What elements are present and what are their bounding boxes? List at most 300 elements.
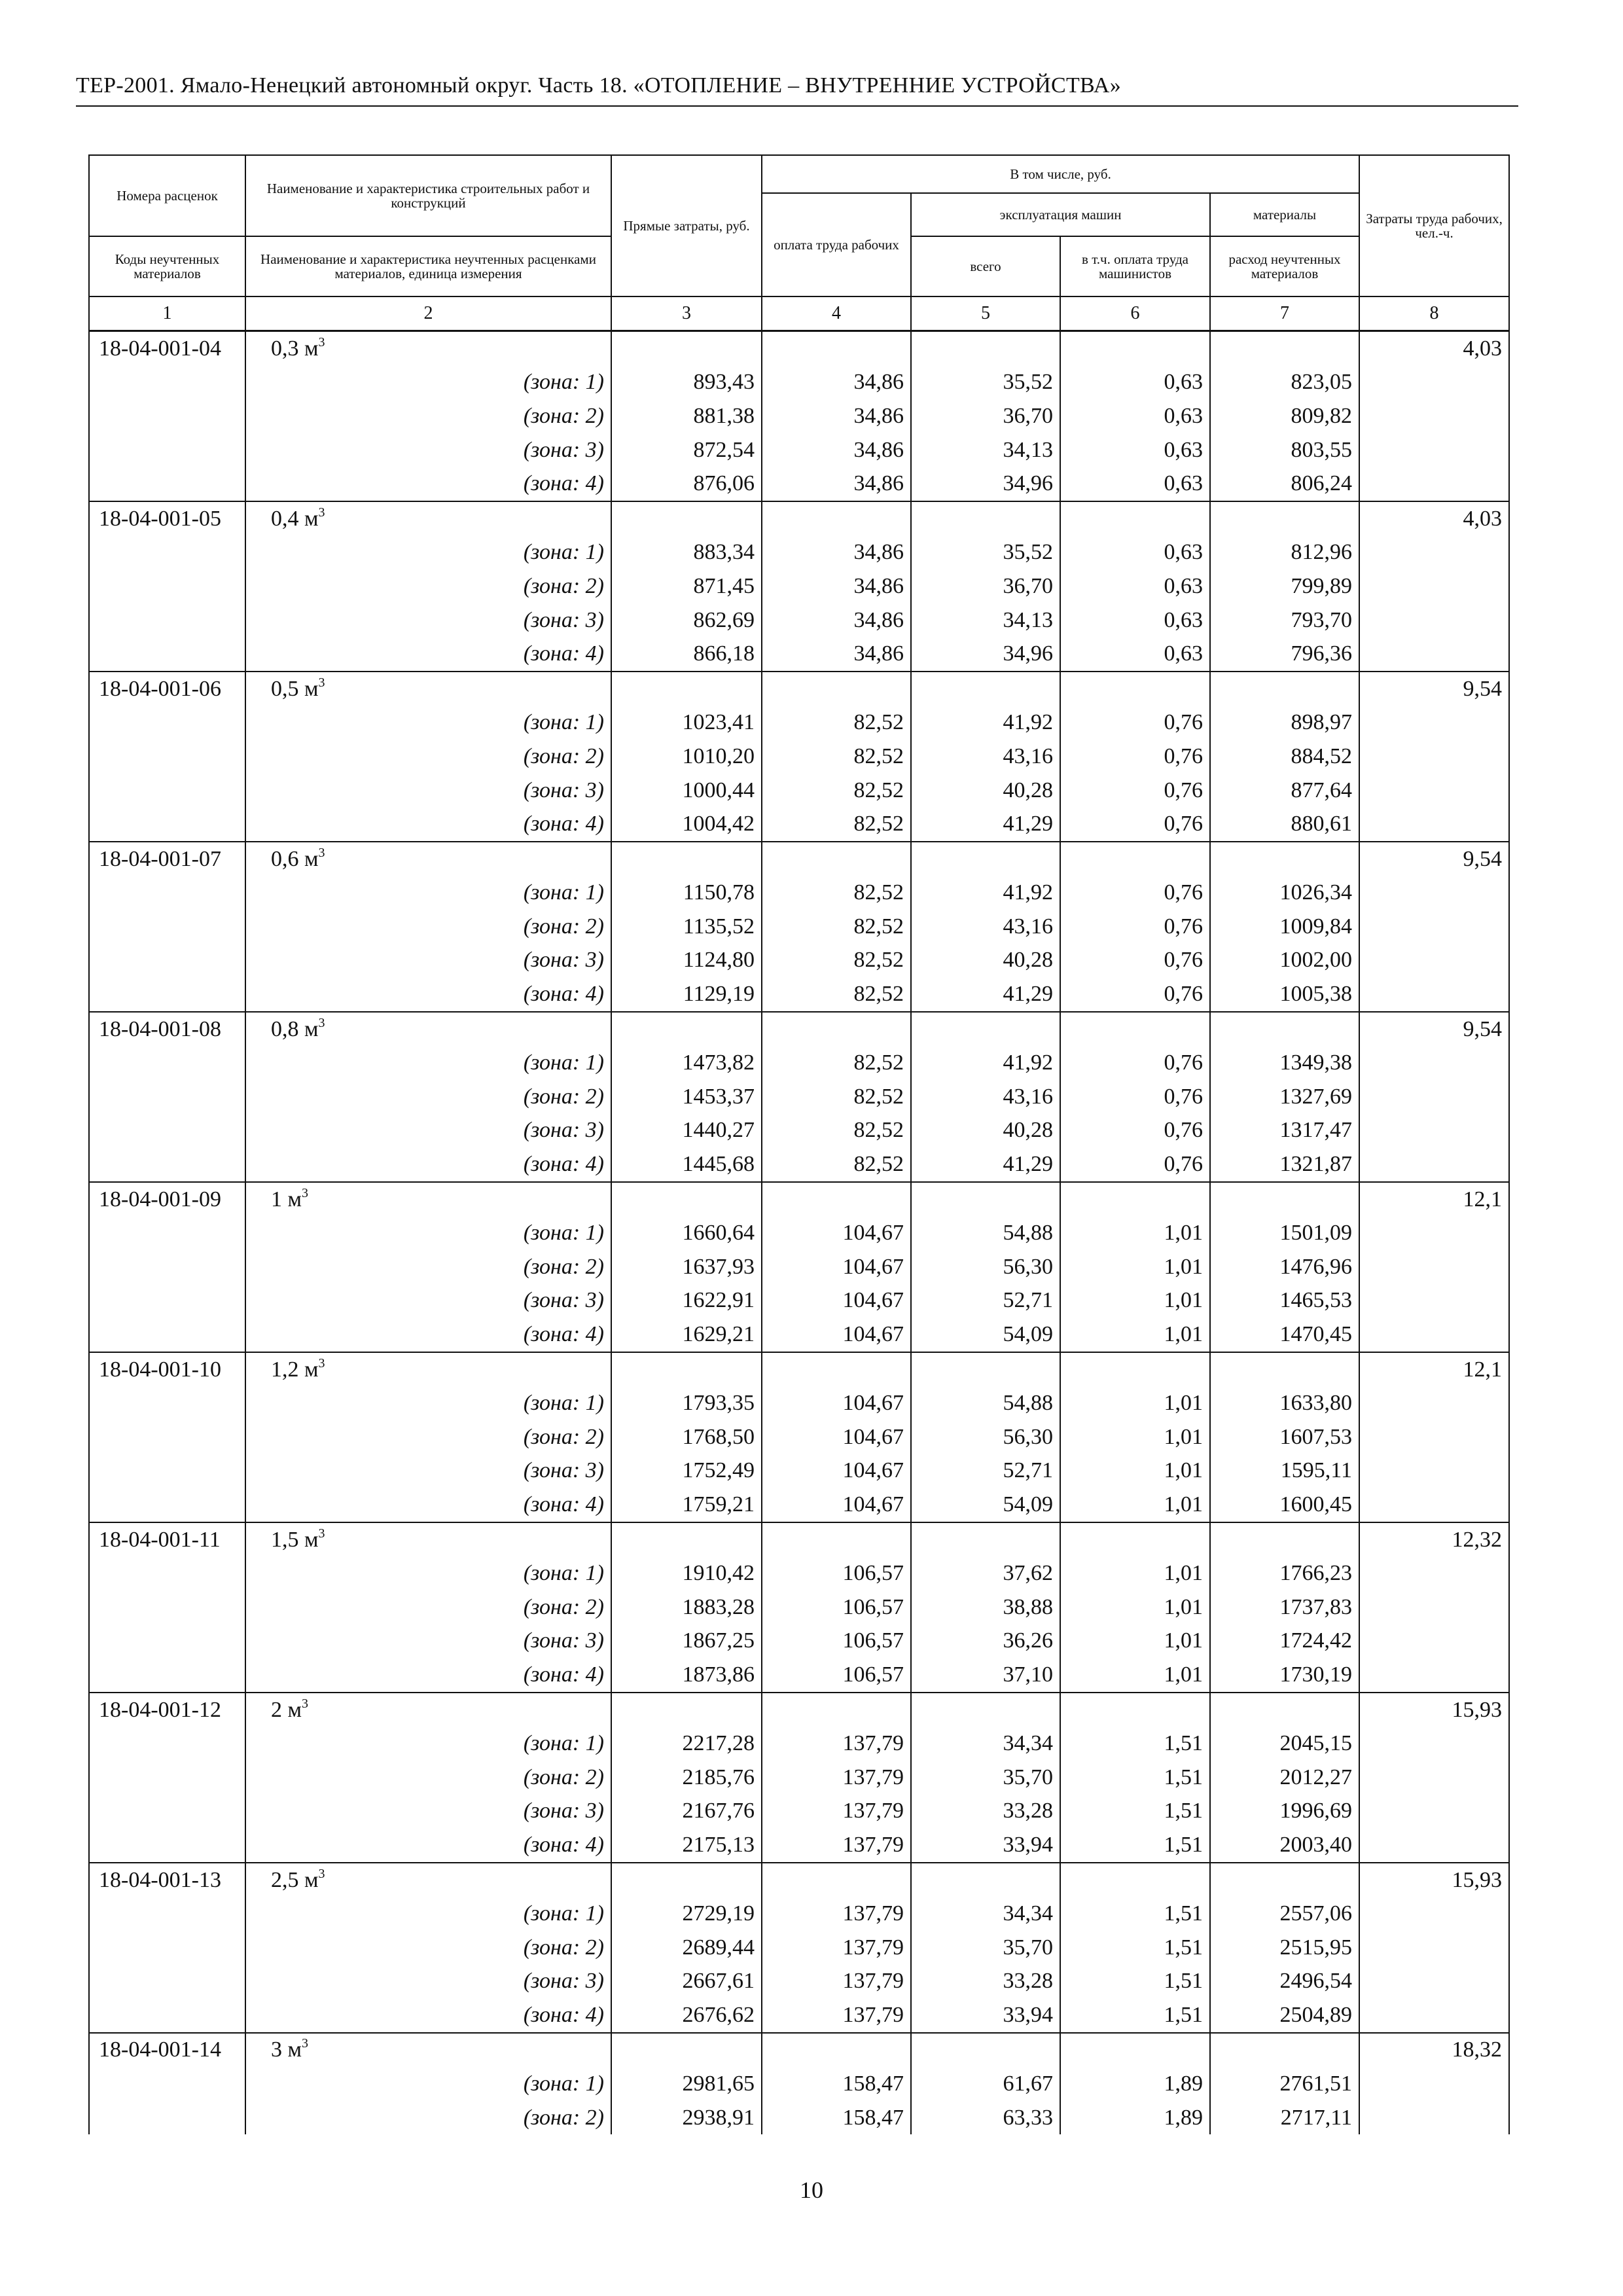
machines-cost: 41,29 xyxy=(911,1147,1060,1182)
wages-cost: 137,79 xyxy=(762,1931,911,1965)
rate-name xyxy=(245,1352,611,1387)
machines-cost: 54,88 xyxy=(911,1216,1060,1250)
direct-cost: 1793,35 xyxy=(611,1386,762,1420)
labor-cost: 4,03 xyxy=(1359,501,1509,536)
wages-cost: 82,52 xyxy=(762,977,911,1012)
empty-cell xyxy=(1210,672,1359,706)
zone-row xyxy=(89,2101,1509,2135)
direct-cost: 876,06 xyxy=(611,467,762,501)
empty-cell xyxy=(1359,2067,1509,2101)
materials-cost: 1321,87 xyxy=(1210,1147,1359,1182)
empty-cell xyxy=(1060,1352,1210,1387)
machines-cost: 34,34 xyxy=(911,1897,1060,1931)
empty-cell xyxy=(1359,1761,1509,1795)
direct-cost: 1873,86 xyxy=(611,1658,762,1693)
empty-cell xyxy=(1359,1658,1509,1693)
zone-row xyxy=(89,1931,1509,1965)
machines-cost: 37,10 xyxy=(911,1658,1060,1693)
zone-row xyxy=(89,399,1509,433)
machines-cost: 52,71 xyxy=(911,1284,1060,1318)
wages-cost: 104,67 xyxy=(762,1454,911,1488)
unit-label: м xyxy=(304,1016,319,1041)
empty-cell xyxy=(611,1693,762,1727)
rate-size: 1,2 xyxy=(271,1357,299,1382)
zone-row xyxy=(89,1795,1509,1829)
wages-cost: 158,47 xyxy=(762,2101,911,2135)
rate-code: 18-04-001-12 xyxy=(89,1693,245,1727)
wages-cost: 104,67 xyxy=(762,1386,911,1420)
rate-code: 18-04-001-06 xyxy=(89,672,245,706)
empty-cell xyxy=(1210,331,1359,366)
zone-label: (зона: 1) xyxy=(245,1556,611,1590)
zone-row xyxy=(89,1284,1509,1318)
unit-power: 3 xyxy=(318,1015,325,1030)
zone-row xyxy=(89,1080,1509,1114)
labor-cost: 18,32 xyxy=(1359,2033,1509,2068)
operators-cost: 1,89 xyxy=(1060,2067,1210,2101)
rate-name xyxy=(245,842,611,876)
direct-cost: 1000,44 xyxy=(611,774,762,808)
empty-cell xyxy=(89,1998,245,2033)
materials-cost: 799,89 xyxy=(1210,569,1359,603)
empty-cell xyxy=(1359,774,1509,808)
empty-cell xyxy=(611,672,762,706)
empty-cell xyxy=(1359,1727,1509,1761)
empty-cell xyxy=(911,501,1060,536)
empty-cell xyxy=(611,501,762,536)
header-work-name: Наименование и характеристика строительных работ и конструкций xyxy=(245,155,611,236)
materials-cost: 1730,19 xyxy=(1210,1658,1359,1693)
zone-row xyxy=(89,433,1509,467)
zone-label: (зона: 1) xyxy=(245,876,611,910)
materials-cost: 793,70 xyxy=(1210,603,1359,637)
empty-cell xyxy=(89,1284,245,1318)
materials-cost: 1501,09 xyxy=(1210,1216,1359,1250)
zone-row xyxy=(89,1727,1509,1761)
machines-cost: 54,88 xyxy=(911,1386,1060,1420)
materials-cost: 1724,42 xyxy=(1210,1624,1359,1659)
operators-cost: 1,51 xyxy=(1060,1998,1210,2033)
machines-cost: 56,30 xyxy=(911,1250,1060,1284)
operators-cost: 0,76 xyxy=(1060,1046,1210,1080)
materials-cost: 1465,53 xyxy=(1210,1284,1359,1318)
operators-cost: 1,51 xyxy=(1060,1897,1210,1931)
empty-cell xyxy=(611,1012,762,1047)
unit-power: 3 xyxy=(302,2036,309,2051)
wages-cost: 158,47 xyxy=(762,2067,911,2101)
zone-row xyxy=(89,740,1509,774)
labor-cost: 15,93 xyxy=(1359,1693,1509,1727)
zone-row xyxy=(89,1998,1509,2033)
operators-cost: 1,01 xyxy=(1060,1454,1210,1488)
direct-cost: 1867,25 xyxy=(611,1624,762,1659)
empty-cell xyxy=(1060,331,1210,366)
column-number: 8 xyxy=(1359,296,1509,331)
materials-cost: 1737,83 xyxy=(1210,1590,1359,1624)
direct-cost: 2938,91 xyxy=(611,2101,762,2135)
column-number: 7 xyxy=(1210,296,1359,331)
zone-label: (зона: 3) xyxy=(245,433,611,467)
unit-label: м xyxy=(304,1867,319,1892)
rate-size: 0,8 xyxy=(271,1016,299,1041)
zone-row xyxy=(89,1897,1509,1931)
empty-cell xyxy=(762,1352,911,1387)
direct-cost: 2185,76 xyxy=(611,1761,762,1795)
wages-cost: 34,86 xyxy=(762,603,911,637)
labor-cost: 12,32 xyxy=(1359,1522,1509,1557)
zone-row xyxy=(89,977,1509,1012)
unit-label: м xyxy=(287,1697,302,1722)
unit-label: м xyxy=(304,1357,319,1382)
zone-label: (зона: 2) xyxy=(245,910,611,944)
machines-cost: 34,96 xyxy=(911,467,1060,501)
empty-cell xyxy=(1359,1114,1509,1148)
wages-cost: 137,79 xyxy=(762,1998,911,2033)
machines-cost: 33,94 xyxy=(911,1998,1060,2033)
zone-label: (зона: 2) xyxy=(245,399,611,433)
empty-cell xyxy=(89,1761,245,1795)
direct-cost: 1622,91 xyxy=(611,1284,762,1318)
unit-power: 3 xyxy=(318,675,325,690)
zone-label: (зона: 3) xyxy=(245,944,611,978)
operators-cost: 0,76 xyxy=(1060,910,1210,944)
empty-cell xyxy=(1359,1795,1509,1829)
empty-cell xyxy=(911,1352,1060,1387)
wages-cost: 104,67 xyxy=(762,1216,911,1250)
direct-cost: 893,43 xyxy=(611,366,762,400)
machines-cost: 34,13 xyxy=(911,603,1060,637)
header-material-codes: Коды неучтенных материалов xyxy=(89,236,245,296)
rate-size: 0,6 xyxy=(271,846,299,871)
wages-cost: 137,79 xyxy=(762,1795,911,1829)
column-number: 2 xyxy=(245,296,611,331)
direct-cost: 1768,50 xyxy=(611,1420,762,1454)
empty-cell xyxy=(762,1693,911,1727)
direct-cost: 872,54 xyxy=(611,433,762,467)
direct-cost: 1637,93 xyxy=(611,1250,762,1284)
column-number: 1 xyxy=(89,296,245,331)
empty-cell xyxy=(1359,1828,1509,1863)
zone-label: (зона: 1) xyxy=(245,706,611,740)
wages-cost: 104,67 xyxy=(762,1284,911,1318)
rate-row xyxy=(89,501,1509,536)
header-operators-wages: в т.ч. оплата труда машинистов xyxy=(1060,236,1210,296)
column-number: 5 xyxy=(911,296,1060,331)
empty-cell xyxy=(89,1965,245,1999)
operators-cost: 1,01 xyxy=(1060,1590,1210,1624)
header-rate-numbers: Номера расценок xyxy=(89,155,245,236)
zone-label: (зона: 4) xyxy=(245,1828,611,1863)
materials-cost: 2557,06 xyxy=(1210,1897,1359,1931)
direct-cost: 1759,21 xyxy=(611,1488,762,1522)
empty-cell xyxy=(611,331,762,366)
direct-cost: 2167,76 xyxy=(611,1795,762,1829)
materials-cost: 1349,38 xyxy=(1210,1046,1359,1080)
empty-cell xyxy=(762,1012,911,1047)
wages-cost: 137,79 xyxy=(762,1761,911,1795)
zone-label: (зона: 2) xyxy=(245,1420,611,1454)
empty-cell xyxy=(611,1863,762,1897)
empty-cell xyxy=(1359,1897,1509,1931)
rate-size: 0,4 xyxy=(271,506,299,531)
operators-cost: 0,63 xyxy=(1060,603,1210,637)
direct-cost: 2676,62 xyxy=(611,1998,762,2033)
materials-cost: 1005,38 xyxy=(1210,977,1359,1012)
zone-label: (зона: 4) xyxy=(245,977,611,1012)
empty-cell xyxy=(1359,944,1509,978)
empty-cell xyxy=(1359,467,1509,501)
direct-cost: 871,45 xyxy=(611,569,762,603)
zone-row xyxy=(89,944,1509,978)
zone-row xyxy=(89,807,1509,842)
rate-name xyxy=(245,1012,611,1047)
zone-label: (зона: 4) xyxy=(245,807,611,842)
empty-cell xyxy=(911,672,1060,706)
empty-cell xyxy=(1359,1454,1509,1488)
empty-cell xyxy=(1359,1386,1509,1420)
direct-cost: 866,18 xyxy=(611,637,762,672)
machines-cost: 41,29 xyxy=(911,977,1060,1012)
labor-cost: 12,1 xyxy=(1359,1182,1509,1217)
zone-row xyxy=(89,1556,1509,1590)
machines-cost: 33,94 xyxy=(911,1828,1060,1863)
materials-cost: 2496,54 xyxy=(1210,1965,1359,1999)
operators-cost: 1,01 xyxy=(1060,1556,1210,1590)
empty-cell xyxy=(89,366,245,400)
machines-cost: 43,16 xyxy=(911,1080,1060,1114)
rate-row xyxy=(89,672,1509,706)
operators-cost: 1,51 xyxy=(1060,1727,1210,1761)
rate-code: 18-04-001-13 xyxy=(89,1863,245,1897)
machines-cost: 61,67 xyxy=(911,2067,1060,2101)
wages-cost: 137,79 xyxy=(762,1965,911,1999)
empty-cell xyxy=(1210,1352,1359,1387)
zone-row xyxy=(89,706,1509,740)
empty-cell xyxy=(1210,1863,1359,1897)
empty-cell xyxy=(89,399,245,433)
rate-size: 0,5 xyxy=(271,676,299,701)
labor-cost: 12,1 xyxy=(1359,1352,1509,1387)
direct-cost: 2689,44 xyxy=(611,1931,762,1965)
zone-row xyxy=(89,1454,1509,1488)
operators-cost: 1,01 xyxy=(1060,1488,1210,1522)
rate-size: 1 xyxy=(271,1187,282,1211)
zone-label: (зона: 4) xyxy=(245,1998,611,2033)
empty-cell xyxy=(89,876,245,910)
empty-cell xyxy=(89,1420,245,1454)
empty-cell xyxy=(89,1318,245,1352)
operators-cost: 0,76 xyxy=(1060,774,1210,808)
zone-label: (зона: 1) xyxy=(245,1046,611,1080)
empty-cell xyxy=(1359,1556,1509,1590)
zone-label: (зона: 3) xyxy=(245,774,611,808)
zone-label: (зона: 1) xyxy=(245,366,611,400)
direct-cost: 2667,61 xyxy=(611,1965,762,1999)
wages-cost: 34,86 xyxy=(762,637,911,672)
rate-code: 18-04-001-09 xyxy=(89,1182,245,1217)
unit-power: 3 xyxy=(318,334,325,350)
operators-cost: 0,76 xyxy=(1060,1147,1210,1182)
unit-label: м xyxy=(287,2037,302,2062)
materials-cost: 2045,15 xyxy=(1210,1727,1359,1761)
rate-code: 18-04-001-08 xyxy=(89,1012,245,1047)
zone-label: (зона: 2) xyxy=(245,1080,611,1114)
materials-cost: 1633,80 xyxy=(1210,1386,1359,1420)
empty-cell xyxy=(1359,603,1509,637)
machines-cost: 54,09 xyxy=(911,1488,1060,1522)
materials-cost: 2012,27 xyxy=(1210,1761,1359,1795)
materials-cost: 1002,00 xyxy=(1210,944,1359,978)
materials-cost: 2504,89 xyxy=(1210,1998,1359,2033)
materials-cost: 2717,11 xyxy=(1210,2101,1359,2135)
zone-row xyxy=(89,1147,1509,1182)
zone-row xyxy=(89,910,1509,944)
wages-cost: 106,57 xyxy=(762,1658,911,1693)
direct-cost: 1150,78 xyxy=(611,876,762,910)
materials-cost: 1327,69 xyxy=(1210,1080,1359,1114)
materials-cost: 1476,96 xyxy=(1210,1250,1359,1284)
empty-cell xyxy=(762,1522,911,1557)
machines-cost: 41,92 xyxy=(911,706,1060,740)
operators-cost: 0,63 xyxy=(1060,467,1210,501)
direct-cost: 1752,49 xyxy=(611,1454,762,1488)
machines-cost: 38,88 xyxy=(911,1590,1060,1624)
direct-cost: 1124,80 xyxy=(611,944,762,978)
wages-cost: 82,52 xyxy=(762,1080,911,1114)
zone-label: (зона: 4) xyxy=(245,1147,611,1182)
direct-cost: 862,69 xyxy=(611,603,762,637)
empty-cell xyxy=(911,1182,1060,1217)
empty-cell xyxy=(1060,1012,1210,1047)
rate-code: 18-04-001-11 xyxy=(89,1522,245,1557)
operators-cost: 1,51 xyxy=(1060,1761,1210,1795)
rate-name xyxy=(245,501,611,536)
operators-cost: 1,01 xyxy=(1060,1284,1210,1318)
rate-row xyxy=(89,2033,1509,2068)
empty-cell xyxy=(1359,1488,1509,1522)
operators-cost: 0,76 xyxy=(1060,1080,1210,1114)
rate-row xyxy=(89,1182,1509,1217)
labor-cost: 9,54 xyxy=(1359,842,1509,876)
rate-row xyxy=(89,1693,1509,1727)
empty-cell xyxy=(89,807,245,842)
empty-cell xyxy=(911,331,1060,366)
materials-cost: 1607,53 xyxy=(1210,1420,1359,1454)
rate-size: 1,5 xyxy=(271,1527,299,1552)
zone-row xyxy=(89,1624,1509,1659)
empty-cell xyxy=(89,1147,245,1182)
direct-cost: 1883,28 xyxy=(611,1590,762,1624)
header-rule xyxy=(76,105,1518,107)
column-number: 3 xyxy=(611,296,762,331)
machines-cost: 34,34 xyxy=(911,1727,1060,1761)
machines-cost: 36,70 xyxy=(911,569,1060,603)
direct-cost: 2217,28 xyxy=(611,1727,762,1761)
zone-row xyxy=(89,1114,1509,1148)
empty-cell xyxy=(89,1624,245,1659)
materials-cost: 898,97 xyxy=(1210,706,1359,740)
machines-cost: 41,92 xyxy=(911,1046,1060,1080)
wages-cost: 82,52 xyxy=(762,807,911,842)
operators-cost: 0,76 xyxy=(1060,977,1210,1012)
operators-cost: 0,63 xyxy=(1060,569,1210,603)
zone-label: (зона: 4) xyxy=(245,637,611,672)
direct-cost: 1023,41 xyxy=(611,706,762,740)
header-materials: материалы xyxy=(1210,193,1359,236)
empty-cell xyxy=(89,1386,245,1420)
header-machines-total: всего xyxy=(911,236,1060,296)
table-header xyxy=(89,155,1509,331)
machines-cost: 33,28 xyxy=(911,1965,1060,1999)
materials-cost: 1766,23 xyxy=(1210,1556,1359,1590)
empty-cell xyxy=(89,637,245,672)
zone-label: (зона: 1) xyxy=(245,1727,611,1761)
rate-row xyxy=(89,1012,1509,1047)
direct-cost: 1135,52 xyxy=(611,910,762,944)
wages-cost: 106,57 xyxy=(762,1590,911,1624)
empty-cell xyxy=(1359,637,1509,672)
empty-cell xyxy=(1359,1590,1509,1624)
operators-cost: 0,76 xyxy=(1060,807,1210,842)
direct-cost: 1660,64 xyxy=(611,1216,762,1250)
zone-row xyxy=(89,1250,1509,1284)
operators-cost: 1,51 xyxy=(1060,1965,1210,1999)
materials-cost: 812,96 xyxy=(1210,536,1359,570)
zone-row xyxy=(89,1761,1509,1795)
machines-cost: 54,09 xyxy=(911,1318,1060,1352)
empty-cell xyxy=(911,2033,1060,2068)
empty-cell xyxy=(762,331,911,366)
operators-cost: 1,51 xyxy=(1060,1828,1210,1863)
wages-cost: 34,86 xyxy=(762,433,911,467)
direct-cost: 2175,13 xyxy=(611,1828,762,1863)
zone-row xyxy=(89,1420,1509,1454)
zone-label: (зона: 4) xyxy=(245,1488,611,1522)
rate-name xyxy=(245,2033,611,2068)
zone-label: (зона: 4) xyxy=(245,467,611,501)
machines-cost: 37,62 xyxy=(911,1556,1060,1590)
empty-cell xyxy=(1359,1147,1509,1182)
empty-cell xyxy=(1210,501,1359,536)
empty-cell xyxy=(762,672,911,706)
zone-label: (зона: 1) xyxy=(245,2067,611,2101)
empty-cell xyxy=(1359,433,1509,467)
wages-cost: 82,52 xyxy=(762,1114,911,1148)
empty-cell xyxy=(89,1795,245,1829)
direct-cost: 1445,68 xyxy=(611,1147,762,1182)
header-including: В том числе, руб. xyxy=(762,155,1359,193)
zone-row xyxy=(89,774,1509,808)
empty-cell xyxy=(1359,910,1509,944)
empty-cell xyxy=(89,1556,245,1590)
wages-cost: 82,52 xyxy=(762,944,911,978)
zone-label: (зона: 1) xyxy=(245,536,611,570)
wages-cost: 82,52 xyxy=(762,876,911,910)
unit-label: м xyxy=(304,1527,319,1552)
operators-cost: 0,76 xyxy=(1060,876,1210,910)
zone-label: (зона: 2) xyxy=(245,569,611,603)
empty-cell xyxy=(611,1352,762,1387)
empty-cell xyxy=(1359,977,1509,1012)
operators-cost: 0,63 xyxy=(1060,366,1210,400)
unit-label: м xyxy=(304,846,319,871)
empty-cell xyxy=(762,1182,911,1217)
empty-cell xyxy=(611,842,762,876)
rate-row xyxy=(89,1522,1509,1557)
empty-cell xyxy=(1359,1250,1509,1284)
empty-cell xyxy=(89,1454,245,1488)
wages-cost: 137,79 xyxy=(762,1727,911,1761)
